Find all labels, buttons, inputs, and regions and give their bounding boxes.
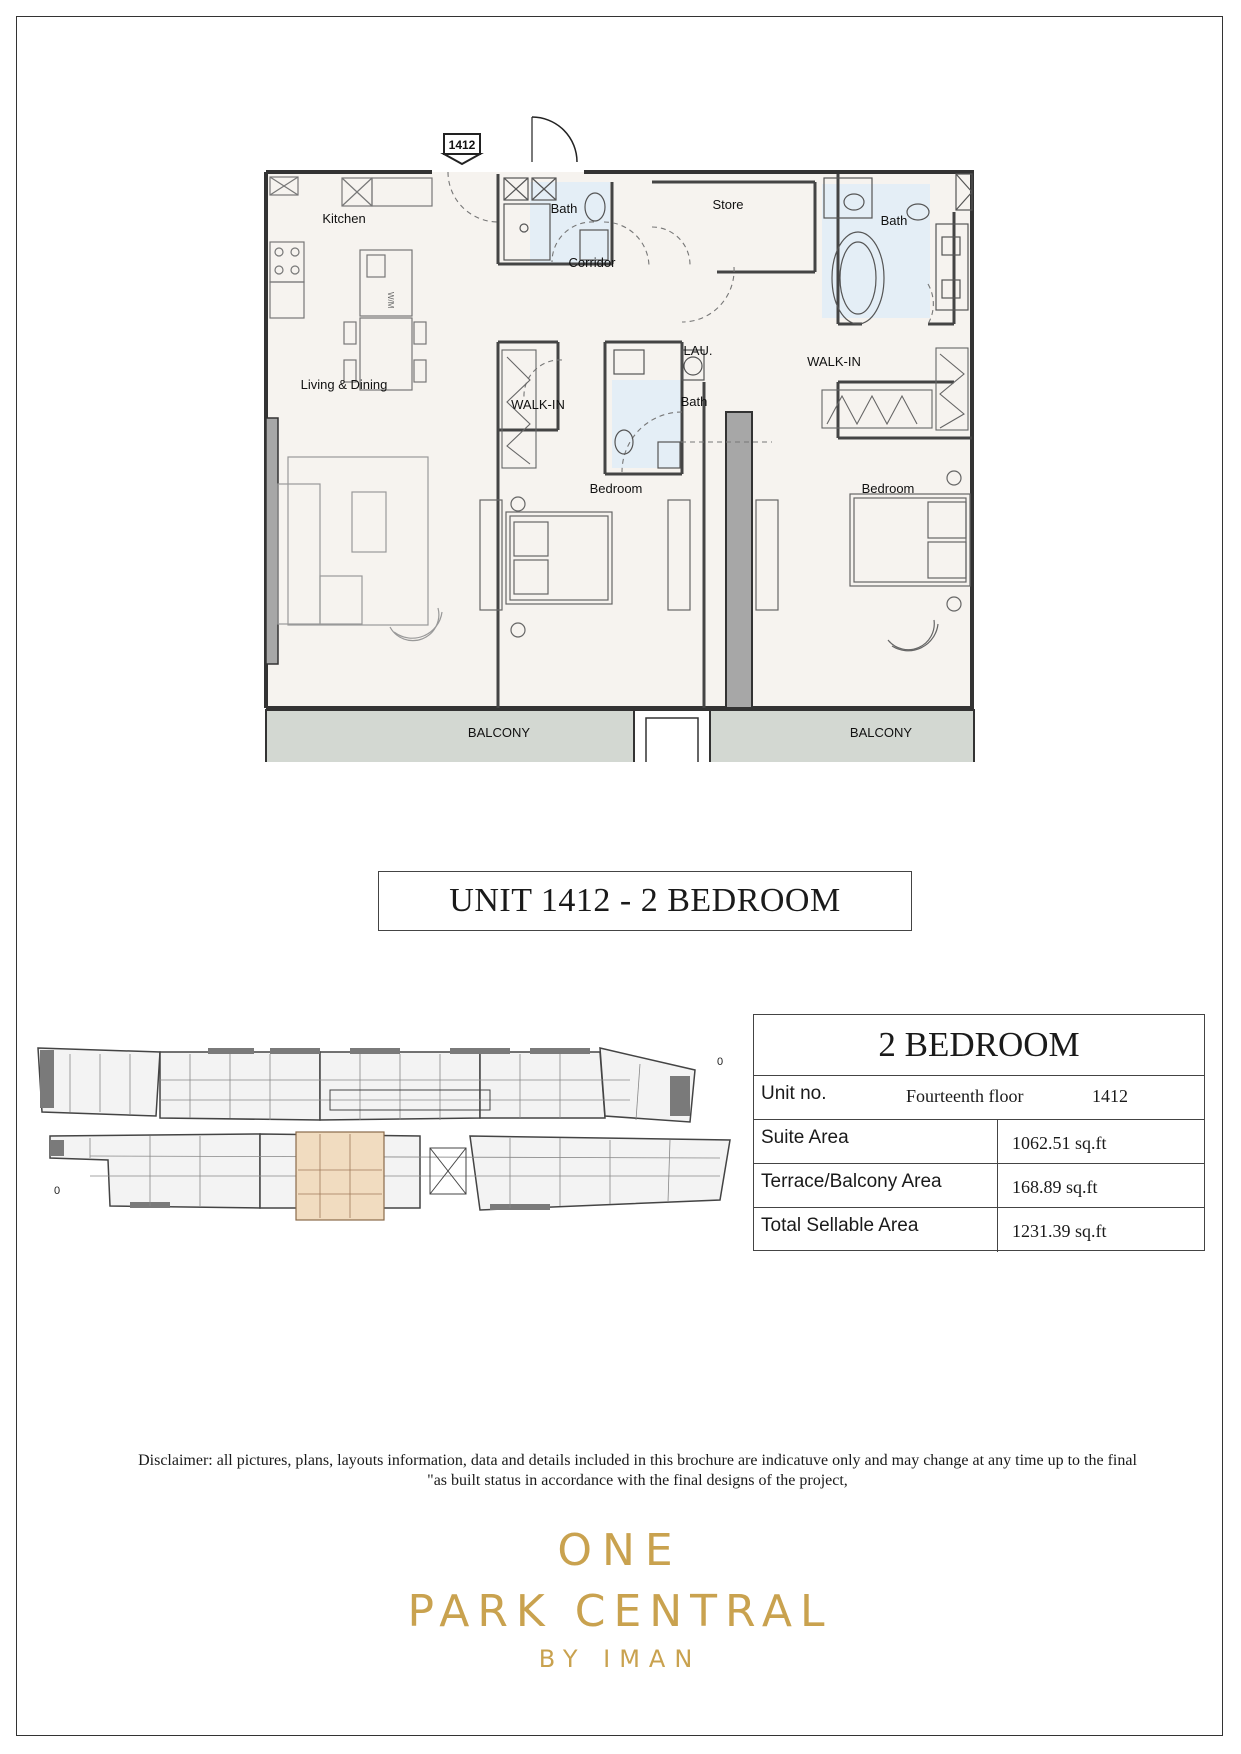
- logo-line-3: BY IMAN: [538, 1645, 702, 1673]
- info-row-balcony-area: [754, 1164, 1204, 1208]
- info-row-suite-area: [754, 1120, 1204, 1164]
- room-balcony-1: BALCONY: [467, 725, 531, 740]
- room-balcony-2: BALCONY: [849, 725, 913, 740]
- wm-label: W/M: [386, 292, 395, 309]
- info-row-total-area: [754, 1208, 1204, 1252]
- disclaimer: [60, 1451, 1215, 1491]
- key-plan-mark-right: 0: [717, 1056, 724, 1068]
- suite-area-value: 1062.51 sq.ft: [1012, 1133, 1107, 1153]
- floor-plan: [262, 112, 982, 762]
- key-plan-mark-left: 0: [54, 1185, 61, 1197]
- room-bath-master: Bath: [880, 213, 908, 228]
- brand-logo: [340, 1525, 900, 1673]
- total-area-value: 1231.39 sq.ft: [1012, 1221, 1107, 1241]
- unit-no-value: 1412: [1092, 1086, 1128, 1106]
- unit-info-table: [753, 1014, 1205, 1251]
- unit-tag: 1412: [448, 138, 476, 152]
- unit-no-label: Unit no.: [761, 1083, 827, 1104]
- room-bedroom-2: Bedroom: [861, 481, 915, 496]
- balcony-area-label: Terrace/Balcony Area: [761, 1171, 942, 1192]
- unit-title: UNIT 1412 - 2 BEDROOM: [378, 871, 912, 931]
- balcony-1: [266, 710, 634, 762]
- info-row-unit: [754, 1076, 1204, 1120]
- info-header: 2 BEDROOM: [754, 1015, 1204, 1076]
- column: [726, 412, 752, 708]
- room-bedroom-1: Bedroom: [589, 481, 643, 496]
- floor-value: Fourteenth floor: [906, 1086, 1024, 1106]
- total-area-label: Total Sellable Area: [761, 1215, 919, 1236]
- entry-door-swing: [532, 117, 577, 162]
- unit-entrance-marker: [444, 134, 480, 164]
- key-plan-unit-highlight: [296, 1132, 384, 1220]
- disclaimer-line-1: Disclaimer: all pictures, plans, layouts information, data and details included in this brochure are indicatuve only and may change at any time up to the final: [138, 1452, 1137, 1469]
- key-plan: [30, 1040, 735, 1230]
- logo-line-2: PARK CENTRAL: [407, 1586, 833, 1637]
- room-lau: LAU.: [683, 343, 713, 358]
- logo-line-1: ONE: [557, 1525, 683, 1576]
- balcony-area-value: 168.89 sq.ft: [1012, 1177, 1098, 1197]
- room-walkin-2: WALK-IN: [807, 354, 861, 369]
- room-walkin-1: WALK-IN: [511, 397, 565, 412]
- bath-2-area: [612, 380, 682, 468]
- column-left: [266, 418, 278, 664]
- room-store: Store: [712, 197, 744, 212]
- disclaimer-line-2: "as built status in accordance with the final designs of the project,: [427, 1472, 848, 1489]
- room-kitchen: Kitchen: [322, 211, 366, 226]
- suite-area-label: Suite Area: [761, 1127, 849, 1148]
- room-living-dining: Living & Dining: [300, 377, 388, 392]
- balcony-2: [710, 710, 974, 762]
- bath-1-area: [530, 182, 610, 264]
- room-bath-1: Bath: [550, 201, 578, 216]
- room-corridor: Corridor: [568, 255, 616, 270]
- room-bath-2: Bath: [680, 394, 708, 409]
